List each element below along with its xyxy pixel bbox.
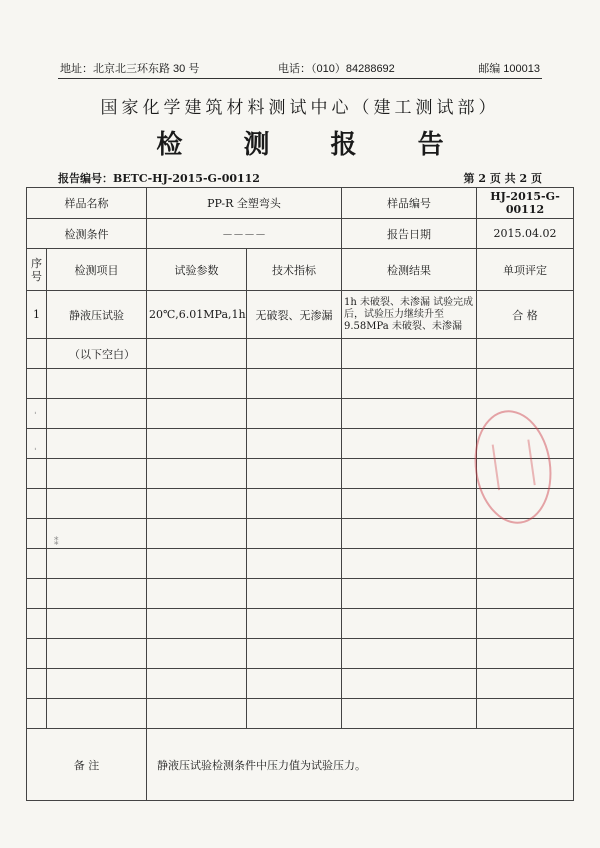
col-spec: 技术指标 bbox=[247, 249, 342, 291]
sample-name: PP-R 全塑弯头 bbox=[147, 188, 342, 219]
scan-speck: ⁑ bbox=[54, 538, 59, 548]
report-date: 2015.04.02 bbox=[477, 219, 574, 249]
col-item: 检测项目 bbox=[47, 249, 147, 291]
blank-note: （以下空白） bbox=[47, 339, 147, 369]
date-label: 报告日期 bbox=[342, 219, 477, 249]
sample-no-label: 样品编号 bbox=[342, 188, 477, 219]
row-judge: 合 格 bbox=[477, 291, 574, 339]
table-row bbox=[27, 699, 574, 729]
table-row bbox=[27, 579, 574, 609]
table-row bbox=[27, 369, 574, 399]
table-row bbox=[27, 549, 574, 579]
col-judge: 单项评定 bbox=[477, 249, 574, 291]
page-title: 检 测 报 告 bbox=[156, 130, 470, 160]
header-address-bar bbox=[58, 58, 542, 79]
phone: 电话：（010）84288692 bbox=[278, 63, 395, 75]
row-seq: 1 bbox=[27, 291, 47, 339]
table-row bbox=[27, 519, 574, 549]
table-row bbox=[27, 609, 574, 639]
table-row bbox=[27, 639, 574, 669]
postcode: 邮编 100013 bbox=[478, 63, 540, 75]
scan-speck: ˈ bbox=[34, 448, 37, 458]
sample-no: HJ-2015-G-00112 bbox=[477, 188, 574, 219]
table-row bbox=[27, 669, 574, 699]
address: 地址：北京北三环东路 30 号 bbox=[60, 63, 200, 75]
row-spec: 无破裂、无渗漏 bbox=[247, 291, 342, 339]
table-row bbox=[27, 339, 574, 369]
scan-speck: ˈ bbox=[34, 412, 37, 422]
col-params: 试验参数 bbox=[147, 249, 247, 291]
condition: －－－－ bbox=[147, 219, 342, 249]
remarks: 静液压试验检测条件中压力值为试验压力。 bbox=[147, 729, 574, 801]
table-row bbox=[27, 291, 574, 339]
page-info: 第 2 页 共 2 页 bbox=[463, 172, 542, 185]
condition-label: 检测条件 bbox=[27, 219, 147, 249]
row-item: 静液压试验 bbox=[47, 291, 147, 339]
col-seq: 序号 bbox=[27, 249, 47, 291]
row-params: 20℃,6.01MPa,1h bbox=[147, 291, 247, 339]
sample-name-label: 样品名称 bbox=[27, 188, 147, 219]
report-number: 报告编号：BETC-HJ-2015-G-00112 bbox=[58, 172, 260, 185]
col-result: 检测结果 bbox=[342, 249, 477, 291]
row-result: 1h 未破裂、未渗漏 试验完成后，试验压力继续升至 9.58MPa 未破裂、未渗漏 bbox=[342, 291, 477, 339]
organization-name: 国家化学建筑材料测试中心（建工测试部） bbox=[100, 98, 500, 118]
remarks-label: 备 注 bbox=[27, 729, 147, 801]
